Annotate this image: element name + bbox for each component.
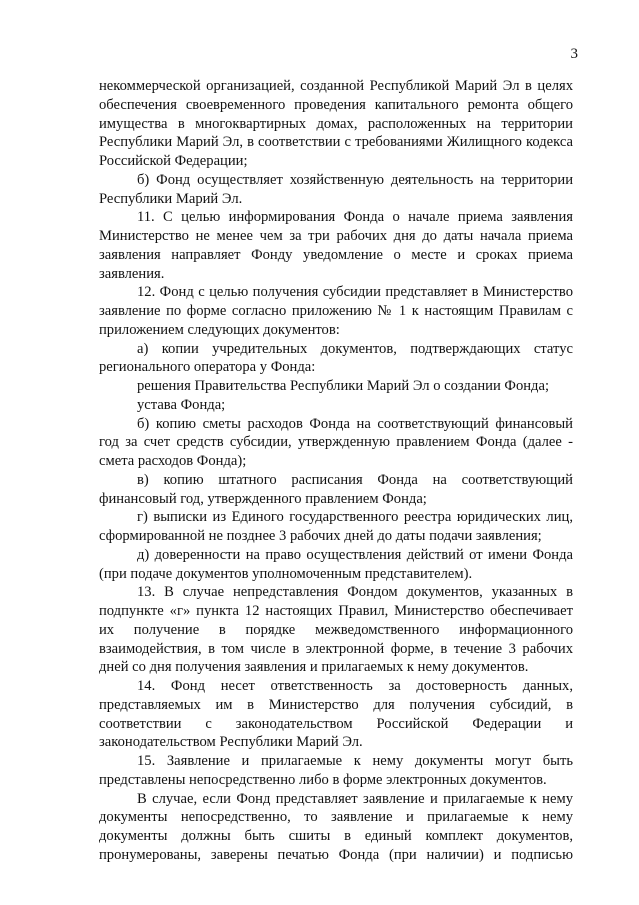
list-item: г) выписки из Единого государственного реестра юридических лиц, сформированной не позднее 3 рабочих дней до даты подачи заявления; bbox=[99, 509, 573, 544]
paragraph: б) Фонд осуществляет хозяйственную деятельность на территории Республики Марий Эл. bbox=[99, 171, 573, 207]
paragraph: некоммерческой организацией, созданной Республикой Марий Эл в целях обеспечения своевременного проведения капитального ремонта общего имущества в многоквартирных домах, расположенных на территории Республики Марий Эл, в соответствии с требованиями Жилищного кодекса Российской Федерации; bbox=[99, 78, 573, 169]
paragraph: В случае, если Фонд представляет заявление и прилагаемые к нему документы непосредственно, то заявление и прилагаемые к нему документы должны быть сшиты в единый комплект документов, пронумерованы, заверены печатью Фонда (при наличии) и подписью bbox=[99, 790, 573, 863]
list-item: решения Правительства Республики Марий Эл о создании Фонда; bbox=[137, 378, 550, 394]
list-item: а) копии учредительных документов, подтверждающих статус регионального оператора у Фонда: bbox=[99, 340, 573, 376]
page-number: 3 bbox=[570, 46, 578, 62]
list-item: устава Фонда; bbox=[137, 396, 226, 413]
paragraph: 14. Фонд несет ответственность за достоверность данных, представляемых им в Министерство для получения субсидий, в соответствии с законодательством Российской Федерации и законодательством Республики Марий Эл. bbox=[99, 678, 573, 751]
document-body bbox=[99, 77, 573, 865]
list-item: в) копию штатного расписания Фонда на соответствующий финансовый год, утвержденного правлением Фонда; bbox=[99, 471, 573, 507]
paragraph: 13. В случае непредставления Фондом документов, указанных в подпункте «г» пункта 12 настоящих Правил, Министерство обеспечивает их получение в порядке межведомственного информационного взаимодействия, в том числе в электронной форме, в течение 3 рабочих дней со дня получения заявления и прилагаемых к нему документов. bbox=[99, 584, 573, 676]
list-item: б) копию сметы расходов Фонда на соответствующий финансовый год за счет средств субсидии, утвержденную правлением Фонда (далее - смета расходов Фонда); bbox=[99, 415, 573, 469]
paragraph: 15. Заявление и прилагаемые к нему документы могут быть представлены непосредственно либо в форме электронных документов. bbox=[99, 753, 573, 788]
paragraph: 11. С целью информирования Фонда о начале приема заявления Министерство не менее чем за три рабочих дня до даты начала приема заявления направляет Фонду уведомление о месте и сроках приема заявления. bbox=[99, 209, 573, 282]
paragraph: 12. Фонд с целью получения субсидии представляет в Министерство заявление по форме согласно приложению № 1 к настоящим Правилам с приложением следующих документов: bbox=[99, 284, 573, 338]
list-item: д) доверенности на право осуществления действий от имени Фонда (при подаче документов уполномоченным представителем). bbox=[99, 546, 573, 582]
